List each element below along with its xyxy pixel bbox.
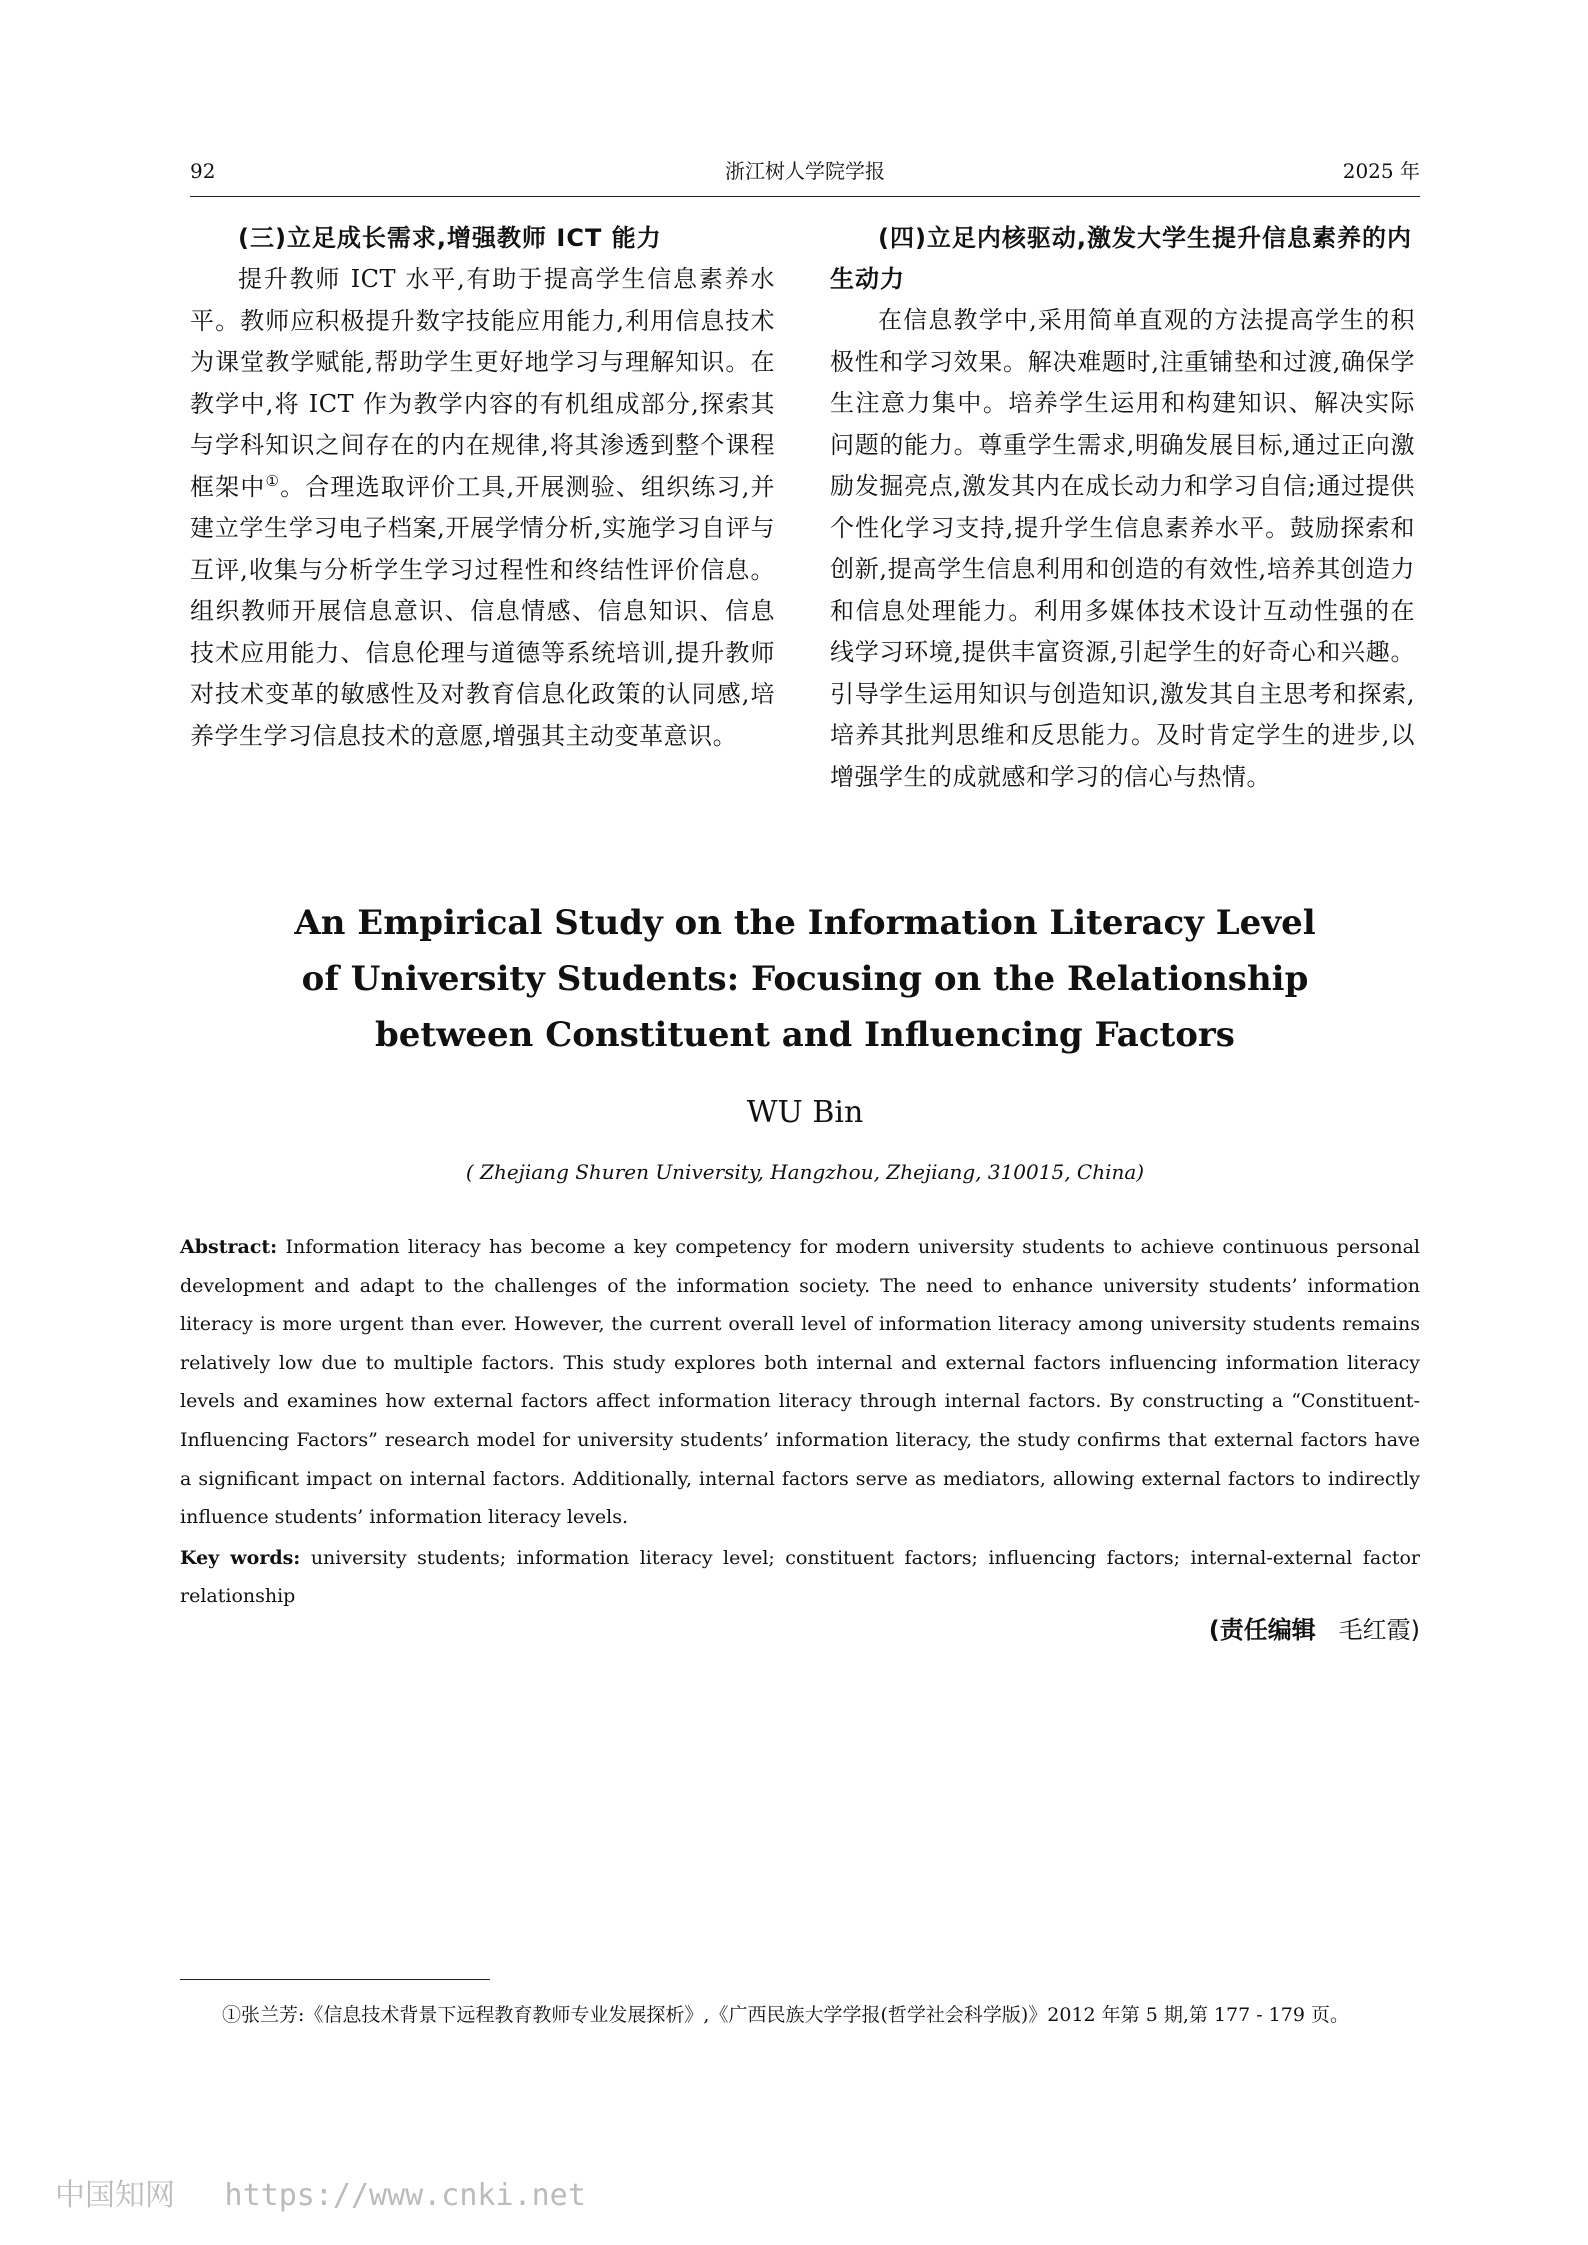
english-title-line-2: of University Students: Focusing on the Relationship — [301, 959, 1309, 999]
paragraph-text-continued: 。合理选取评价工具,开展测验、组织练习,并建立学生学习电子档案,开展学情分析,实施学习自评与互评,收集与分析学生学习过程性和终结性评价信息。组织教师开展信息意识、信息情感、信息知识、信息技术应用能力、信息伦理与道德等系统培训,提升教师对技术变革的敏感性及对教育信息化政策的认同感,培养学生学习信息技术的意愿,增强其主动变革意识。 — [190, 472, 776, 750]
footnote-reference[interactable]: ① — [265, 471, 281, 490]
watermark-url[interactable]: https://www.cnki.net — [224, 2178, 586, 2213]
keywords-label: Key words: — [180, 1546, 301, 1569]
section-paragraph-4: 在信息教学中,采用简单直观的方法提高学生的积极性和学习效果。解决难题时,注重铺垫和过渡,确保学生注意力集中。培养学生运用和构建知识、解决实际问题的能力。尊重学生需求,明确发展目标,通过正向激励发掘亮点,激发其内在成长动力和学习自信;通过提供个性化学习支持,提升学生信息素养水平。鼓励探索和创新,提高学生信息利用和创造的有效性,培养其创造力和信息处理能力。利用多媒体技术设计互动性强的在线学习环境,提供丰富资源,引起学生的好奇心和兴趣。引导学生运用知识与创造知识,激发其自主思考和探索,培养其批判思维和反思能力。及时肯定学生的进步,以增强学生的成就感和学习的信心与热情。 — [830, 306, 1415, 791]
editor-name: 毛红霞) — [1338, 1616, 1420, 1644]
section-heading-4: (四)立足内核驱动,激发大学生提升信息素养的内生动力 — [830, 224, 1413, 293]
right-column — [830, 218, 1415, 798]
editor-label: (责任编辑 — [1208, 1616, 1316, 1644]
page-header — [190, 156, 1420, 196]
english-title-line-1: An Empirical Study on the Information Literacy Level — [294, 903, 1316, 943]
journal-name: 浙江树人学院学报 — [725, 159, 885, 183]
footnote: ①张兰芳:《信息技术背景下远程教育教师专业发展探析》,《广西民族大学学报(哲学社会科学版)》2012 年第 5 期,第 177 - 179 页。 — [222, 2004, 1349, 2026]
cnki-watermark — [55, 2176, 586, 2216]
english-title-line-3: between Constituent and Influencing Factors — [375, 1015, 1235, 1055]
section-heading-3: (三)立足成长需求,增强教师 ICT 能力 — [238, 224, 662, 252]
footnote-rule — [180, 1979, 490, 1980]
author-name: WU Bin — [746, 1095, 864, 1130]
abstract-paragraph — [180, 1228, 1420, 1537]
responsible-editor — [1120, 1612, 1420, 1648]
abstract-label: Abstract: — [180, 1236, 278, 1258]
english-abstract — [180, 1228, 1420, 1616]
abstract-text: Information literacy has become a key competency for modern university students to achieve continuous personal development and adapt to the challenges of the information society. The need to enhance university students’ information literacy is more urgent than ever. However, the current overall level of information literacy among university students remains relatively low due to multiple factors. This study explores both internal and external factors influencing information literacy levels and examines how external factors affect information literacy through internal factors. By constructing a “Constituent-Influencing Factors” research model for university students’ information literacy, the study confirms that external factors have a significant impact on internal factors. Additionally, internal factors serve as mediators, allowing external factors to indirectly influence students’ information literacy levels. — [180, 1236, 1420, 1529]
section-paragraph-3 — [190, 259, 775, 757]
english-title-block — [190, 895, 1420, 1187]
author-affiliation: ( Zhejiang Shuren University, Hangzhou, Zhejiang, 310015, China) — [465, 1160, 1145, 1184]
watermark-site-name: 中国知网 — [55, 2178, 175, 2213]
paragraph-text: 提升教师 ICT 水平,有助于提高学生信息素养水平。教师应积极提升数字技能应用能力,利用信息技术为课堂教学赋能,帮助学生更好地学习与理解知识。在教学中,将 ICT 作为教学内容的有机组成部分,探索其与学科知识之间存在的内在规律,将其渗透到整个课程框架中 — [190, 265, 775, 501]
page-number: 92 — [190, 159, 216, 183]
keywords-text: university students; information literacy level; constituent factors; influencing factors; internal-external factor relationship — [180, 1546, 1420, 1608]
keywords-paragraph — [180, 1539, 1420, 1616]
header-rule — [190, 196, 1420, 197]
journal-year: 2025 年 — [1342, 159, 1420, 183]
left-column — [190, 218, 775, 757]
